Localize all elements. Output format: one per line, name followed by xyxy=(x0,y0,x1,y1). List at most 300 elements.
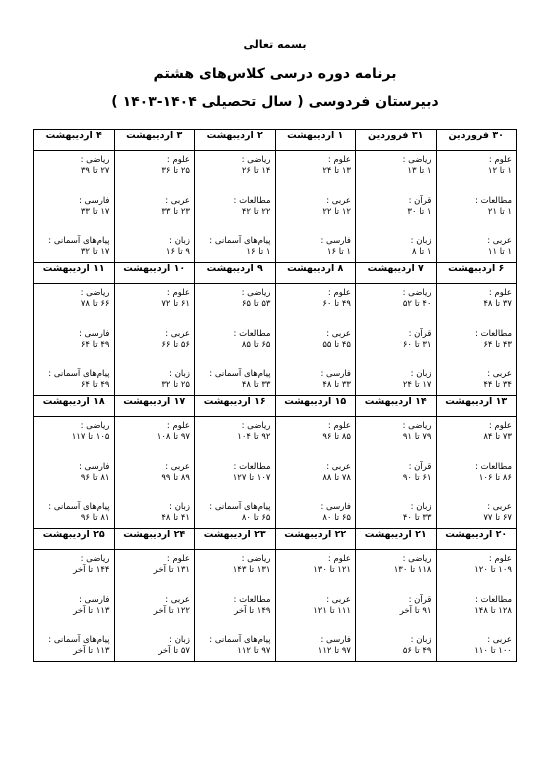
date-header: ۱۸ اردیبهشت xyxy=(34,396,115,417)
subject-entry xyxy=(199,329,271,351)
day-entries xyxy=(115,417,195,528)
subject-entry xyxy=(360,421,432,443)
day-cell xyxy=(356,151,437,263)
page-range: ۹۷ تا ۱۱۲ xyxy=(237,646,271,656)
day-cell xyxy=(34,417,115,529)
page-range: ۱۰۵ تا ۱۱۷ xyxy=(71,432,110,442)
date-header: ۱ اردیبهشت xyxy=(275,130,356,151)
subject-name: عربی : xyxy=(326,594,351,605)
schedule-title: برنامه دوره درسی کلاس‌های هشتم xyxy=(153,66,397,82)
day-entries xyxy=(34,151,114,262)
subject-name: فارسی : xyxy=(320,502,351,512)
subject-entry xyxy=(119,155,191,177)
subject-name: علوم : xyxy=(327,554,351,564)
page-range: ۹۱ تا آخر xyxy=(399,605,432,616)
page-range: ۲۲ تا ۴۲ xyxy=(241,206,271,217)
subject-name: زبان : xyxy=(169,236,190,246)
subject-entry xyxy=(199,462,271,484)
date-header-row xyxy=(34,130,517,151)
subject-name: عربی : xyxy=(326,461,351,472)
subject-entry xyxy=(280,554,352,576)
page-range: ۲۳ تا ۳۳ xyxy=(161,206,190,217)
subject-name: مطالعات : xyxy=(475,594,512,605)
page-range: ۳۳ تا ۴۰ xyxy=(402,513,432,523)
subject-entry xyxy=(38,369,110,391)
day-cell xyxy=(195,550,276,662)
subject-name: علوم : xyxy=(166,155,190,165)
subject-entry xyxy=(119,288,191,310)
subject-entry xyxy=(119,236,191,258)
page-range: ۱۲۸ تا ۱۴۸ xyxy=(474,605,512,616)
page-range: ۵۶ تا ۶۶ xyxy=(161,339,190,350)
date-header: ۲۵ اردیبهشت xyxy=(34,529,115,550)
subject-entry xyxy=(199,595,271,617)
date-header: ۳ اردیبهشت xyxy=(114,130,195,151)
subject-entry xyxy=(441,155,513,177)
day-entries xyxy=(115,550,195,661)
page-range: ۲۵ تا ۳۶ xyxy=(161,166,190,176)
day-entries xyxy=(34,417,114,528)
subject-name: عربی : xyxy=(487,236,512,246)
page-range: ۱۱۳ تا آخر xyxy=(73,646,110,656)
subject-entry xyxy=(360,595,432,617)
day-cell xyxy=(436,284,517,396)
page-range: ۹ تا ۱۶ xyxy=(165,247,190,257)
day-cell xyxy=(195,417,276,529)
page-range: ۱ تا ۱۳ xyxy=(407,166,432,176)
subject-name: ریاضی : xyxy=(402,421,432,431)
page-range: ۱۷ تا ۳۳ xyxy=(80,206,110,217)
subject-entry xyxy=(38,329,110,351)
page-range: ۸۱ تا ۹۶ xyxy=(80,513,110,523)
subject-entry xyxy=(360,329,432,351)
subject-entry xyxy=(360,635,432,657)
subject-name: عربی : xyxy=(326,328,351,339)
subject-name: علوم : xyxy=(166,554,190,564)
page-range: ۱۷ تا ۲۴ xyxy=(402,380,432,390)
subject-entry xyxy=(280,595,352,617)
page-range: ۷۸ تا ۸۸ xyxy=(322,472,351,483)
date-header: ۲۴ اردیبهشت xyxy=(114,529,195,550)
page-range: ۱۰۹ تا ۱۲۰ xyxy=(474,565,512,575)
day-entries xyxy=(195,550,275,661)
day-cell xyxy=(275,417,356,529)
subject-name: قرآن : xyxy=(408,195,432,206)
subject-entry xyxy=(119,502,191,524)
subject-name: ریاضی : xyxy=(80,288,110,298)
day-cell xyxy=(275,550,356,662)
subject-entry xyxy=(441,462,513,484)
date-header: ۴ اردیبهشت xyxy=(34,130,115,151)
subject-entry xyxy=(199,635,271,657)
day-entries xyxy=(115,151,195,262)
subject-entry xyxy=(38,595,110,617)
page-range: ۹۷ تا ۱۱۲ xyxy=(317,646,351,656)
page-range: ۱۷ تا ۳۲ xyxy=(80,247,110,257)
day-entries xyxy=(356,151,436,262)
subject-entry xyxy=(38,502,110,524)
page-range: ۱۲۲ تا آخر xyxy=(153,605,190,616)
subject-entry xyxy=(441,421,513,443)
day-entries xyxy=(195,151,275,262)
subject-name: فارسی : xyxy=(78,461,110,472)
day-cell xyxy=(114,151,195,263)
subject-name: علوم : xyxy=(488,554,512,564)
date-header: ۶ اردیبهشت xyxy=(436,263,517,284)
day-entries xyxy=(276,417,356,528)
day-cell xyxy=(34,550,115,662)
subject-entry xyxy=(360,369,432,391)
day-entries xyxy=(34,284,114,395)
day-content-row xyxy=(34,284,517,396)
day-entries xyxy=(356,284,436,395)
date-header: ۱۱ اردیبهشت xyxy=(34,263,115,284)
subject-entry xyxy=(360,502,432,524)
date-header: ۲۲ اردیبهشت xyxy=(275,529,356,550)
subject-name: فارسی : xyxy=(78,594,110,605)
subject-name: علوم : xyxy=(166,421,190,431)
subject-entry xyxy=(119,196,191,218)
subject-entry xyxy=(280,635,352,657)
subject-name: علوم : xyxy=(166,288,190,298)
subject-name: پیام‌های آسمانی : xyxy=(209,635,271,645)
page-range: ۹۷ تا ۱۰۸ xyxy=(156,432,190,442)
subject-entry xyxy=(38,196,110,218)
date-header: ۳۰ فروردین xyxy=(436,130,517,151)
subject-name: ریاضی : xyxy=(241,554,271,564)
subject-name: پیام‌های آسمانی : xyxy=(209,502,271,512)
page-range: ۴۹ تا ۵۶ xyxy=(402,646,432,656)
page-range: ۱۲۱ تا ۱۳۰ xyxy=(313,565,351,575)
date-header-row xyxy=(34,396,517,417)
date-header: ۱۶ اردیبهشت xyxy=(195,396,276,417)
page-range: ۵۷ تا آخر xyxy=(158,646,190,656)
subject-entry xyxy=(199,196,271,218)
page-range: ۱۳۱ تا آخر xyxy=(153,565,190,575)
page-range: ۳۳ تا ۴۸ xyxy=(241,380,271,390)
day-entries xyxy=(276,151,356,262)
page-range: ۱ تا ۱۱ xyxy=(487,247,512,257)
subject-name: مطالعات : xyxy=(233,328,271,339)
date-header: ۲۳ اردیبهشت xyxy=(195,529,276,550)
page-range: ۶۵ تا ۸۵ xyxy=(241,339,271,350)
date-header: ۹ اردیبهشت xyxy=(195,263,276,284)
subject-entry xyxy=(360,236,432,258)
subject-entry xyxy=(280,502,352,524)
page-range: ۱ تا ۱۶ xyxy=(246,247,271,257)
page-range: ۱۳ تا ۲۴ xyxy=(322,166,351,176)
date-header: ۱۳ اردیبهشت xyxy=(436,396,517,417)
subject-name: علوم : xyxy=(327,421,351,431)
subject-entry xyxy=(38,236,110,258)
day-entries xyxy=(437,417,517,528)
subject-name: زبان : xyxy=(169,635,190,645)
subject-entry xyxy=(441,329,513,351)
page-range: ۸۱ تا ۹۶ xyxy=(80,472,110,483)
day-cell xyxy=(356,417,437,529)
page-range: ۴۹ تا ۶۴ xyxy=(80,380,110,390)
subject-entry xyxy=(199,554,271,576)
subject-entry xyxy=(38,462,110,484)
page-range: ۱۴۴ تا آخر xyxy=(73,565,110,575)
subject-name: زبان : xyxy=(169,502,190,512)
subject-entry xyxy=(199,421,271,443)
subject-name: مطالعات : xyxy=(233,461,271,472)
subject-entry xyxy=(360,196,432,218)
subject-name: مطالعات : xyxy=(475,328,512,339)
date-header: ۷ اردیبهشت xyxy=(356,263,437,284)
subject-entry xyxy=(441,502,513,524)
date-header: ۲۱ اردیبهشت xyxy=(356,529,437,550)
page-range: ۶۶ تا ۷۸ xyxy=(80,299,110,309)
page-range: ۴۹ تا ۶۰ xyxy=(322,299,351,309)
page-range: ۱۴۹ تا آخر xyxy=(234,605,271,616)
subject-name: عربی : xyxy=(326,195,351,206)
subject-name: زبان : xyxy=(410,635,432,645)
page-range: ۲۵ تا ۳۲ xyxy=(161,380,190,390)
page-range: ۴۳ تا ۶۴ xyxy=(483,339,512,350)
subject-entry xyxy=(38,554,110,576)
subject-name: علوم : xyxy=(488,288,512,298)
subject-entry xyxy=(441,369,513,391)
subject-name: عربی : xyxy=(487,369,512,379)
page-range: ۶۵ تا ۸۰ xyxy=(241,513,271,523)
subject-name: قرآن : xyxy=(408,461,432,472)
day-content-row xyxy=(34,550,517,662)
subject-name: زبان : xyxy=(410,502,432,512)
school-year-line: دبیرستان فردوسی ( سال تحصیلی ۱۴۰۴-۱۴۰۳ ) xyxy=(111,94,439,110)
subject-name: فارسی : xyxy=(78,195,110,206)
page-range: ۱۰۰ تا ۱۱۰ xyxy=(474,646,512,656)
subject-name: فارسی : xyxy=(320,369,351,379)
subject-name: علوم : xyxy=(327,155,351,165)
day-content-row xyxy=(34,417,517,529)
subject-entry xyxy=(280,236,352,258)
subject-entry xyxy=(441,236,513,258)
date-header-row xyxy=(34,263,517,284)
subject-entry xyxy=(360,554,432,576)
subject-entry xyxy=(119,554,191,576)
subject-name: ریاضی : xyxy=(402,554,432,564)
subject-name: پیام‌های آسمانی : xyxy=(48,502,110,512)
subject-name: پیام‌های آسمانی : xyxy=(209,369,271,379)
day-entries xyxy=(356,417,436,528)
subject-name: علوم : xyxy=(488,421,512,431)
subject-name: عربی : xyxy=(487,635,512,645)
day-cell xyxy=(195,284,276,396)
page-range: ۸۹ تا ۹۹ xyxy=(161,472,190,483)
subject-entry xyxy=(441,595,513,617)
date-header: ۱۵ اردیبهشت xyxy=(275,396,356,417)
subject-name: فارسی : xyxy=(320,236,351,246)
subject-name: ریاضی : xyxy=(80,554,110,564)
subject-name: پیام‌های آسمانی : xyxy=(48,635,110,645)
page-range: ۳۴ تا ۴۴ xyxy=(483,380,512,390)
page-range: ۱۱۸ تا ۱۳۰ xyxy=(393,565,432,575)
page-range: ۱ تا ۲۱ xyxy=(487,206,512,217)
day-entries xyxy=(356,550,436,661)
subject-entry xyxy=(280,196,352,218)
day-cell xyxy=(436,417,517,529)
date-header: ۲۰ اردیبهشت xyxy=(436,529,517,550)
page-range: ۹۲ تا ۱۰۴ xyxy=(237,432,271,442)
subject-entry xyxy=(280,329,352,351)
day-cell xyxy=(275,284,356,396)
subject-entry xyxy=(119,369,191,391)
day-content-row xyxy=(34,151,517,263)
day-entries xyxy=(195,417,275,528)
day-entries xyxy=(34,550,114,661)
page-range: ۸۶ تا ۱۰۶ xyxy=(478,472,512,483)
schedule-table xyxy=(33,129,517,662)
day-entries xyxy=(276,550,356,661)
day-cell xyxy=(114,284,195,396)
day-entries xyxy=(437,550,517,661)
page-range: ۱۱۳ تا آخر xyxy=(73,605,110,616)
subject-name: فارسی : xyxy=(78,328,110,339)
subject-entry xyxy=(441,554,513,576)
page-range: ۶۵ تا ۸۰ xyxy=(322,513,351,523)
date-header: ۳۱ فروردین xyxy=(356,130,437,151)
subject-entry xyxy=(119,462,191,484)
page-range: ۳۷ تا ۴۸ xyxy=(483,299,512,309)
page-range: ۱۴ تا ۲۶ xyxy=(241,166,271,176)
subject-entry xyxy=(441,196,513,218)
page-range: ۷۳ تا ۸۴ xyxy=(483,432,512,442)
subject-name: ریاضی : xyxy=(241,421,271,431)
page-range: ۴۰ تا ۵۲ xyxy=(402,299,432,309)
subject-name: ریاضی : xyxy=(241,288,271,298)
subject-entry xyxy=(280,155,352,177)
subject-name: عربی : xyxy=(165,594,190,605)
page-range: ۱ تا ۸ xyxy=(411,247,432,257)
subject-name: قرآن : xyxy=(408,328,432,339)
date-header: ۱۰ اردیبهشت xyxy=(114,263,195,284)
subject-name: مطالعات : xyxy=(233,594,271,605)
page-range: ۳۱ تا ۶۰ xyxy=(402,339,432,350)
subject-name: پیام‌های آسمانی : xyxy=(209,236,271,246)
day-cell xyxy=(34,284,115,396)
day-cell xyxy=(356,284,437,396)
day-cell xyxy=(275,151,356,263)
subject-name: قرآن : xyxy=(408,594,432,605)
subject-name: زبان : xyxy=(169,369,190,379)
subject-entry xyxy=(199,155,271,177)
subject-entry xyxy=(199,369,271,391)
subject-entry xyxy=(119,329,191,351)
page-range: ۱ تا ۱۶ xyxy=(326,247,351,257)
subject-entry xyxy=(199,502,271,524)
subject-entry xyxy=(441,288,513,310)
subject-name: پیام‌های آسمانی : xyxy=(48,369,110,379)
day-entries xyxy=(437,151,517,262)
day-entries xyxy=(276,284,356,395)
page-range: ۵۳ تا ۶۵ xyxy=(241,299,271,309)
page-range: ۱۱۱ تا ۱۲۱ xyxy=(313,605,351,616)
day-cell xyxy=(34,151,115,263)
subject-entry xyxy=(38,155,110,177)
page-range: ۶۱ تا ۷۲ xyxy=(161,299,190,309)
day-cell xyxy=(114,550,195,662)
subject-name: عربی : xyxy=(487,502,512,512)
subject-entry xyxy=(119,595,191,617)
subject-entry xyxy=(360,155,432,177)
subject-name: فارسی : xyxy=(320,635,351,645)
basmala-line: بسمه تعالی xyxy=(243,38,307,51)
page-range: ۱۰۷ تا ۱۲۷ xyxy=(232,472,271,483)
subject-name: مطالعات : xyxy=(475,461,512,472)
subject-name: عربی : xyxy=(165,328,190,339)
page-range: ۷۹ تا ۹۱ xyxy=(402,432,432,442)
subject-entry xyxy=(38,421,110,443)
subject-entry xyxy=(199,236,271,258)
subject-name: ریاضی : xyxy=(402,288,432,298)
subject-entry xyxy=(38,635,110,657)
subject-entry xyxy=(360,288,432,310)
page-range: ۴۱ تا ۴۸ xyxy=(161,513,190,523)
page-range: ۳۳ تا ۴۸ xyxy=(322,380,351,390)
subject-name: زبان : xyxy=(410,369,432,379)
subject-entry xyxy=(280,369,352,391)
date-header: ۸ اردیبهشت xyxy=(275,263,356,284)
subject-name: ریاضی : xyxy=(241,155,271,165)
subject-entry xyxy=(280,462,352,484)
day-entries xyxy=(437,284,517,395)
day-cell xyxy=(356,550,437,662)
subject-name: عربی : xyxy=(165,195,190,206)
subject-name: ریاضی : xyxy=(80,421,110,431)
page-range: ۸۵ تا ۹۶ xyxy=(322,432,351,442)
page-range: ۱ تا ۱۲ xyxy=(487,166,512,176)
date-header: ۱۷ اردیبهشت xyxy=(114,396,195,417)
subject-entry xyxy=(119,635,191,657)
subject-name: عربی : xyxy=(165,461,190,472)
day-cell xyxy=(436,151,517,263)
subject-entry xyxy=(119,421,191,443)
date-header-row xyxy=(34,529,517,550)
subject-entry xyxy=(280,421,352,443)
page-range: ۲۷ تا ۳۹ xyxy=(80,166,110,176)
subject-name: ریاضی : xyxy=(402,155,432,165)
page-range: ۱ تا ۳۰ xyxy=(407,206,432,217)
day-cell xyxy=(195,151,276,263)
day-entries xyxy=(195,284,275,395)
page-range: ۶۱ تا ۹۰ xyxy=(402,472,432,483)
subject-name: پیام‌های آسمانی : xyxy=(48,236,110,246)
page-range: ۱۳۱ تا ۱۴۳ xyxy=(232,565,271,575)
subject-name: ریاضی : xyxy=(80,155,110,165)
subject-name: علوم : xyxy=(327,288,351,298)
day-cell xyxy=(436,550,517,662)
subject-name: علوم : xyxy=(488,155,512,165)
subject-entry xyxy=(360,462,432,484)
subject-entry xyxy=(199,288,271,310)
day-cell xyxy=(114,417,195,529)
day-entries xyxy=(115,284,195,395)
subject-entry xyxy=(38,288,110,310)
page-range: ۱۲ تا ۲۲ xyxy=(322,206,351,217)
page-range: ۶۷ تا ۷۷ xyxy=(483,513,512,523)
page-range: ۴۹ تا ۶۴ xyxy=(80,339,110,350)
subject-entry xyxy=(441,635,513,657)
date-header: ۱۴ اردیبهشت xyxy=(356,396,437,417)
subject-name: مطالعات : xyxy=(233,195,271,206)
subject-entry xyxy=(280,288,352,310)
subject-name: زبان : xyxy=(410,236,432,246)
subject-name: مطالعات : xyxy=(475,195,512,206)
page-range: ۴۵ تا ۵۵ xyxy=(322,339,351,350)
date-header: ۲ اردیبهشت xyxy=(195,130,276,151)
